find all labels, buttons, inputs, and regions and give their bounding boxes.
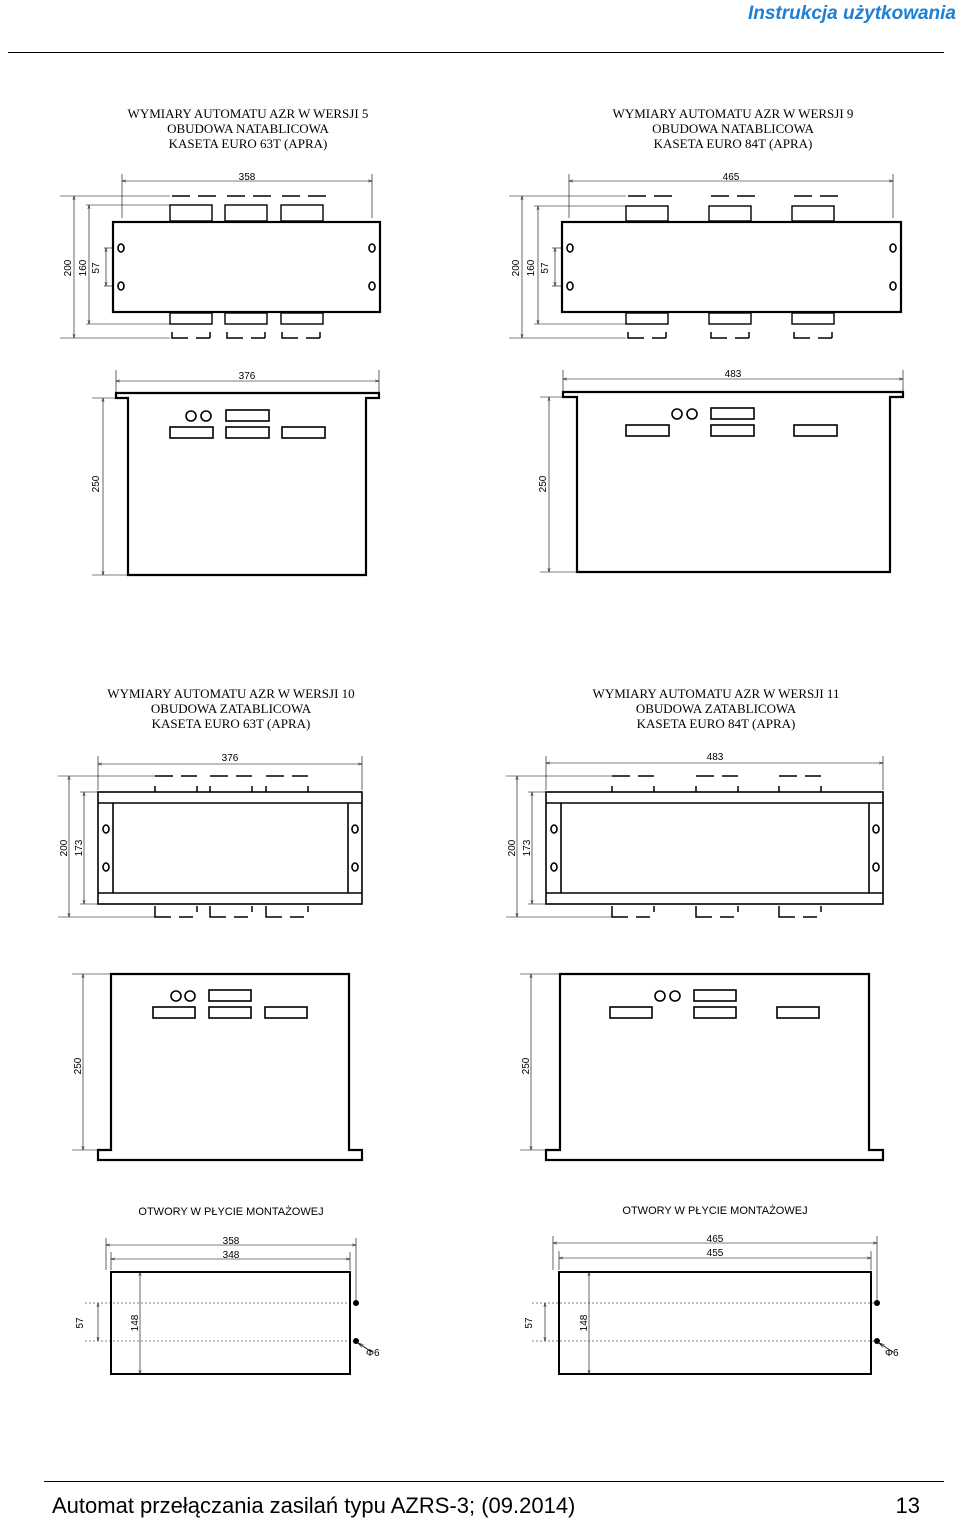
holes-left-w1-label: 358	[222, 1236, 240, 1247]
v9-width-top-label: 465	[722, 172, 740, 183]
v9-width-front-label: 483	[724, 369, 742, 380]
v9-height-200-label: 200	[511, 259, 522, 277]
v5-top-view	[60, 174, 380, 338]
holes-left-w2-label: 348	[222, 1250, 240, 1261]
v10-height-173-label: 173	[74, 839, 85, 857]
v5-depth-label: 250	[91, 475, 102, 493]
holes-right-w2-label: 455	[706, 1248, 724, 1259]
v5-width-top-label: 358	[238, 172, 256, 183]
footer-rule	[44, 1481, 944, 1482]
v10-width-top-label: 376	[221, 753, 239, 764]
v9-depth-label: 250	[538, 475, 549, 493]
v11-width-top-label: 483	[706, 752, 724, 763]
v10-front-view	[72, 974, 362, 1160]
holes-right-diameter-label: Φ6	[885, 1348, 899, 1359]
v11-height-173-label: 173	[522, 839, 533, 857]
page-number: 13	[895, 1493, 920, 1518]
holes-right-mounting-holes	[874, 1300, 880, 1344]
v5-height-57-label: 57	[91, 262, 102, 274]
holes-left-h2-label: 148	[130, 1314, 141, 1332]
v11-depth-label: 250	[521, 1057, 532, 1075]
v11-front-view	[520, 974, 883, 1160]
v9-height-57-label: 57	[540, 262, 551, 274]
holes-left-title: OTWORY W PŁYCIE MONTAŻOWEJ	[138, 1206, 324, 1218]
v9-top-view	[509, 174, 901, 338]
v5-height-160-label: 160	[78, 259, 89, 277]
v11-height-200-label: 200	[507, 839, 518, 857]
footer-doc-title: Automat przełączania zasilań typu AZRS-3; (09.2014)	[52, 1493, 576, 1518]
holes-left-mounting-holes	[353, 1300, 359, 1344]
title-v11: WYMIARY AUTOMATU AZR W WERSJI 11 OBUDOWA ZATABLICOWA KASETA EURO 84T (APRA)	[592, 686, 840, 731]
title-v10: WYMIARY AUTOMATU AZR W WERSJI 10 OBUDOWA ZATABLICOWA KASETA EURO 63T (APRA)	[107, 686, 355, 731]
holes-right-title: OTWORY W PŁYCIE MONTAŻOWEJ	[622, 1205, 808, 1217]
title-v9: WYMIARY AUTOMATU AZR W WERSJI 9 OBUDOWA NATABLICOWA KASETA EURO 84T (APRA)	[612, 106, 854, 151]
v10-depth-label: 250	[73, 1057, 84, 1075]
holes-right-h1-label: 57	[524, 1317, 535, 1329]
v10-top-view	[58, 756, 362, 917]
holes-left-diameter-label: Φ6	[366, 1348, 380, 1359]
v9-front-view	[540, 370, 903, 572]
v5-front-view	[92, 370, 379, 575]
holes-left-h1-label: 57	[75, 1317, 86, 1329]
title-v5: WYMIARY AUTOMATU AZR W WERSJI 5 OBUDOWA NATABLICOWA KASETA EURO 63T (APRA)	[127, 106, 369, 151]
v5-width-front-label: 376	[238, 371, 256, 382]
v5-height-200-label: 200	[63, 259, 74, 277]
header-title: Instrukcja użytkowania	[747, 3, 956, 24]
v11-top-view	[506, 756, 883, 917]
holes-right-h2-label: 148	[579, 1314, 590, 1332]
v9-height-160-label: 160	[526, 259, 537, 277]
holes-right-w1-label: 465	[706, 1234, 724, 1245]
v10-height-200-label: 200	[59, 839, 70, 857]
